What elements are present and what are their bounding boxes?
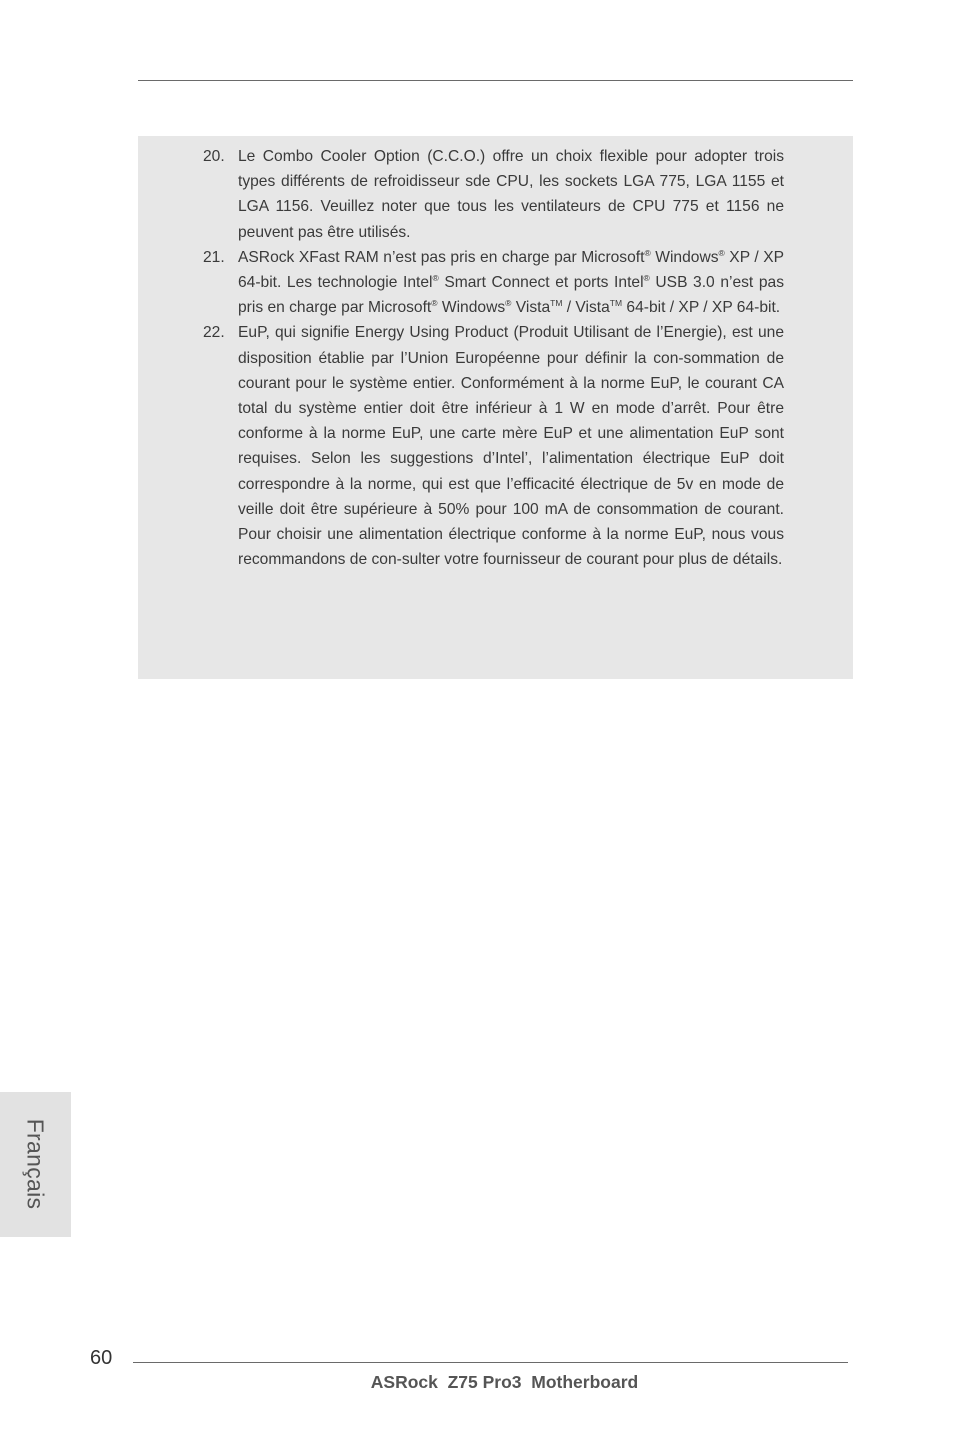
note-item xyxy=(200,144,784,245)
note-text-run: 64-bit / XP / XP 64-bit. xyxy=(622,299,781,317)
trademark-mark: ® xyxy=(718,247,725,258)
note-text-run: Windows xyxy=(437,299,506,317)
note-number: 22. xyxy=(203,324,225,342)
note-text-run: Vista xyxy=(511,299,551,317)
trademark-mark: ® xyxy=(644,247,651,258)
note-text xyxy=(238,324,784,568)
note-item xyxy=(200,245,784,321)
note-text-run: Smart Connect et ports Intel xyxy=(438,274,644,292)
note-text-run: / Vista xyxy=(562,299,610,317)
note-text-run: USB 3.0 n’est pas pris en charge par Microsoft xyxy=(238,274,784,317)
note-text-run: XP / XP 64-bit. Les technologie Intel xyxy=(238,248,785,292)
trademark-mark: ® xyxy=(505,298,512,309)
trademark-mark: ® xyxy=(432,273,439,284)
notes-list xyxy=(200,144,784,572)
note-text xyxy=(238,148,784,241)
trademark-mark: ® xyxy=(643,273,650,284)
note-item xyxy=(200,320,784,572)
note-text-run: EuP, qui signifie Energy Using Product (Produit Utilisant de l’Energie), est une disposition établie par l’Union Européenne pour définir la con-sommation de courant pour le système entier. Conformément à la norme EuP, le courant CA total du système entier doit être inférieur à 1 W en mode d’arrêt. Pour être conforme à la norme EuP, une carte mère EuP et une alimentation EuP sont requises. Selon les suggestions d’Intel’, l’alimentation électrique EuP doit correspondre à la norme, qui est que l’efficacité électrique de 5v en mode de veille doit être supérieure à 50% pour 100 mA de consommation de courant. Pour choisir une alimentation électrique conforme à la norme EuP, nous vous recommandons de con-sulter votre fournisseur de courant pour plus de détails. xyxy=(238,324,784,569)
footer-title: ASRock Z75 Pro3 Motherboard xyxy=(370,1372,639,1392)
language-tab-label: Français xyxy=(22,1118,49,1210)
trademark-mark: ® xyxy=(431,298,438,309)
footer-rule xyxy=(133,1362,848,1363)
note-number: 21. xyxy=(203,248,225,266)
page-number: 60 xyxy=(90,1347,113,1369)
note-text-run: Windows xyxy=(650,248,719,266)
header-rule xyxy=(138,80,853,81)
language-tab xyxy=(0,1092,71,1237)
note-number: 20. xyxy=(203,148,225,165)
note-text xyxy=(238,249,784,316)
note-text-run: Le Combo Cooler Option (C.C.O.) offre un choix flexible pour adopter trois types différents de refroidisseur sde CPU, les sockets LGA 775, LGA 1155 et LGA 1156. Veuillez noter que tous les ventilateurs de CPU 775 et 1156 ne peuvent pas être utilisés. xyxy=(238,148,784,241)
trademark-mark: TM xyxy=(550,298,563,309)
trademark-mark: TM xyxy=(609,298,623,309)
note-text-run: ASRock XFast RAM n’est pas pris en charge par Microsoft xyxy=(238,248,645,266)
